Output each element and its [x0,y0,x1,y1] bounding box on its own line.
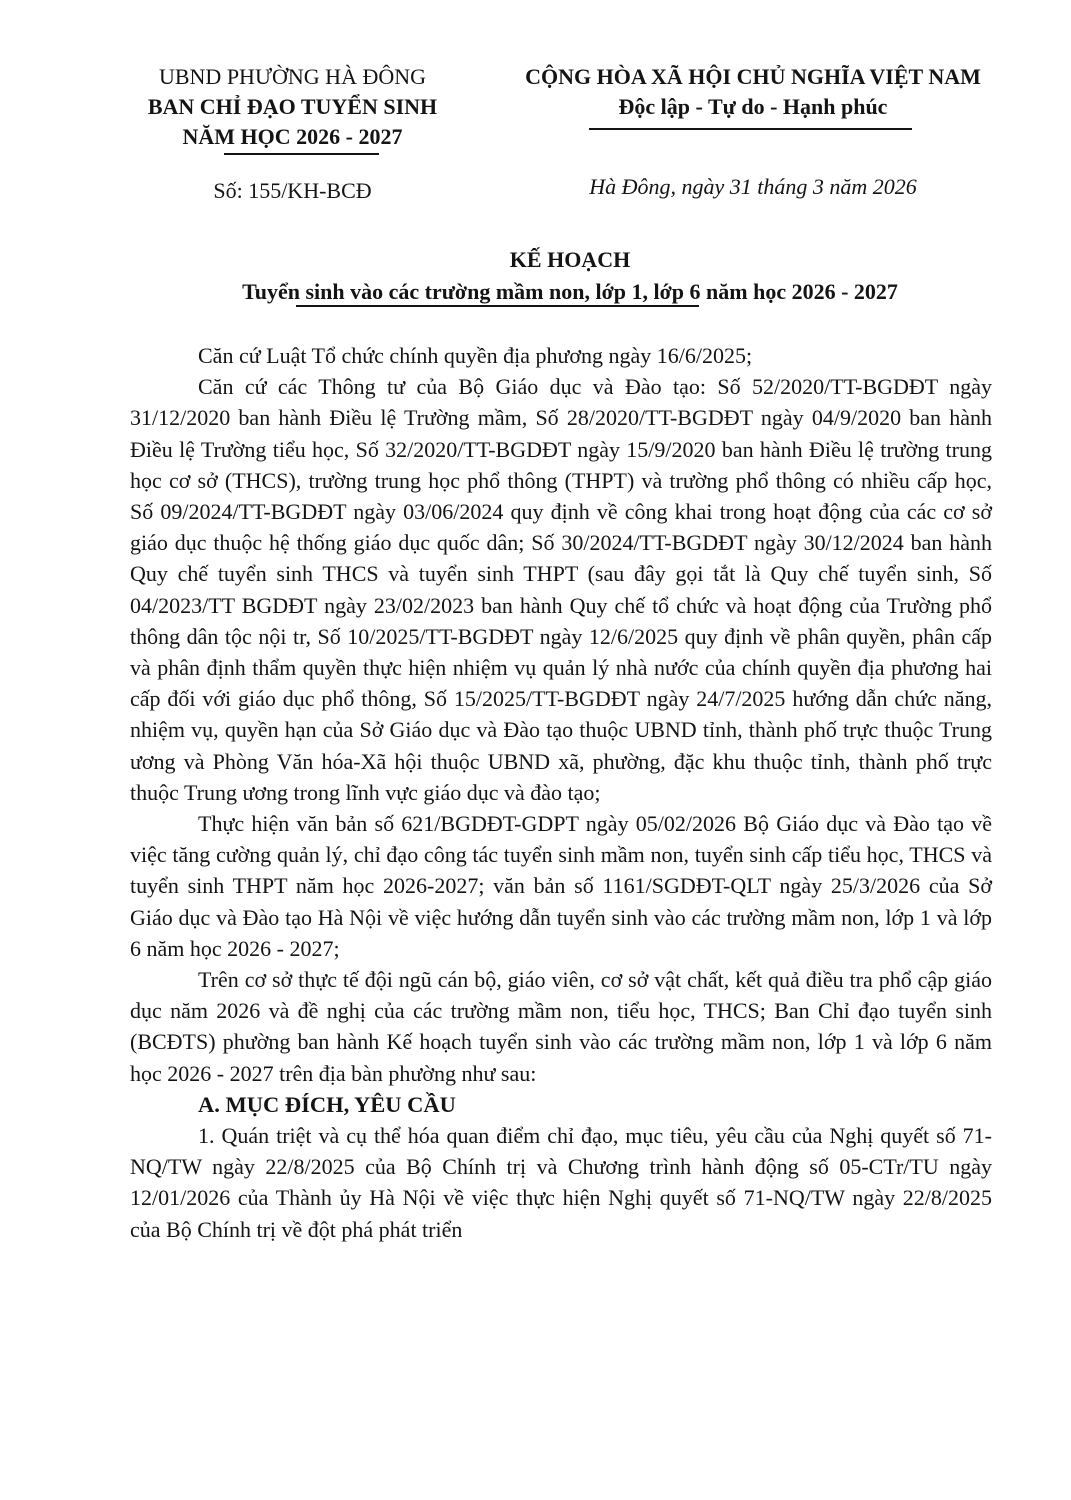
left-header-underline [224,153,379,155]
basis-paragraph: Trên cơ sở thực tế đội ngũ cán bộ, giáo viên, cơ sở vật chất, kết quả điều tra phổ cập giáo dục năm 2026 và đề nghị của các trường mầm non, tiểu học, THCS; Ban Chỉ đạo tuyển sinh (BCĐTS) phường ban hành Kế hoạch tuyển sinh vào các trường mầm non, lớp 1 và lớp 6 năm học 2026 - 2027 trên địa bàn phường như sau: [130,967,992,1086]
implementation-paragraph: Thực hiện văn bản số 621/BGDĐT-GDPT ngày 05/02/2026 Bộ Giáo dục và Đào tạo về việc tăng cường quản lý, chỉ đạo công tác tuyển sinh mầm non, tuyển sinh cấp tiểu học, THCS và tuyển sinh THPT năm học 2026-2027; văn bản số 1161/SGDĐT-QLT ngày 25/3/2026 của Sở Giáo dục và Đào tạo Hà Nội về việc hướng dẫn tuyển sinh vào các trường mầm non, lớp 1 và lớp 6 năm học 2026 - 2027; [130,811,992,961]
document-subtitle: Tuyển sinh vào các trường mầm non, lớp 1, lớp 6 năm học 2026 - 2027 [242,279,898,304]
national-motto: Độc lập - Tự do - Hạnh phúc [618,94,888,119]
legal-basis-paragraph: Căn cứ các Thông tư của Bộ Giáo dục và Đào tạo: Số 52/2020/TT-BGDĐT ngày 31/12/2020 ban hành Điều lệ Trường mầm, Số 28/2020/TT-BGDĐT ngày 04/9/2020 ban hành Điều lệ Trường tiểu học, Số 32/2020/TT-BGDĐT ngày 15/9/2020 ban hành Điều lệ trường trung học cơ sở (THCS), trường trung học phổ thông (THPT) và trường phổ thông có nhiều cấp học, Số 09/2024/TT-BGDĐT ngày 03/06/2024 quy định về công khai trong hoạt động của các cơ sở giáo dục thuộc hệ thống giáo dục quốc dân; Số 30/2024/TT-BGDĐT ngày 30/12/2024 ban hành Quy chế tuyển sinh THCS và tuyển sinh THPT (sau đây gọi tắt là Quy chế tuyển sinh, Số 04/2023/TT BGDĐT ngày 23/02/2023 ban hành Quy chế tổ chức và hoạt động của Trường phổ thông dân tộc nội tr, Số 10/2025/TT-BGDĐT ngày 12/6/2025 quy định về phân quyền, phân cấp và phân định thẩm quyền thực hiện nhiệm vụ quản lý nhà nước của chính quyền địa phương hai cấp đối với giáo dục phổ thông, Số 15/2025/TT-BGDĐT ngày 24/7/2025 hướng dẫn chức năng, nhiệm vụ, quyền hạn của Sở Giáo dục và Đào tạo thuộc UBND tỉnh, thành phố trực thuộc Trung ương và Phòng Văn hóa-Xã hội thuộc UBND xã, phường, đặc khu thuộc tỉnh, thành phố trực thuộc Trung ương trong lĩnh vực giáo dục và đào tạo; [130,374,992,805]
issuing-authority-committee: BAN CHỈ ĐẠO TUYỂN SINH [147,94,438,119]
national-motto-block [478,62,1028,122]
issuing-authority-block [120,62,465,152]
document-title: KẾ HOẠCH [509,247,631,272]
place-and-date: Hà Đông, ngày 31 tháng 3 năm 2026 [589,174,917,199]
legal-basis-paragraph: Căn cứ Luật Tổ chức chính quyền địa phương ngày 16/6/2025; [198,343,753,368]
issuing-authority-ward: UBND PHƯỜNG HÀ ĐÔNG [158,64,427,89]
section-a-heading: A. MỤC ĐÍCH, YÊU CẦU [198,1091,456,1117]
right-header-underline [589,128,912,130]
document-title-block [120,244,1020,308]
document-body [130,340,992,1245]
document-number: Số: 155/KH-BCĐ [213,178,372,203]
section-a-item-1: 1. Quán triệt và cụ thể hóa quan điểm chỉ đạo, mục tiêu, yêu cầu của Nghị quyết số 71-NQ/TW ngày 22/8/2025 của Bộ Chính trị và Chương trình hành động số 05-CTr/TU ngày 12/01/2026 của Thành ủy Hà Nội về việc thực hiện Nghị quyết số 71-NQ/TW ngày 22/8/2025 của Bộ Chính trị về đột phá phát triển [130,1123,992,1242]
issuing-authority-school-year: NĂM HỌC 2026 - 2027 [182,124,403,149]
title-underline [296,305,699,307]
national-name: CỘNG HÒA XÃ HỘI CHỦ NGHĨA VIỆT NAM [525,64,981,89]
